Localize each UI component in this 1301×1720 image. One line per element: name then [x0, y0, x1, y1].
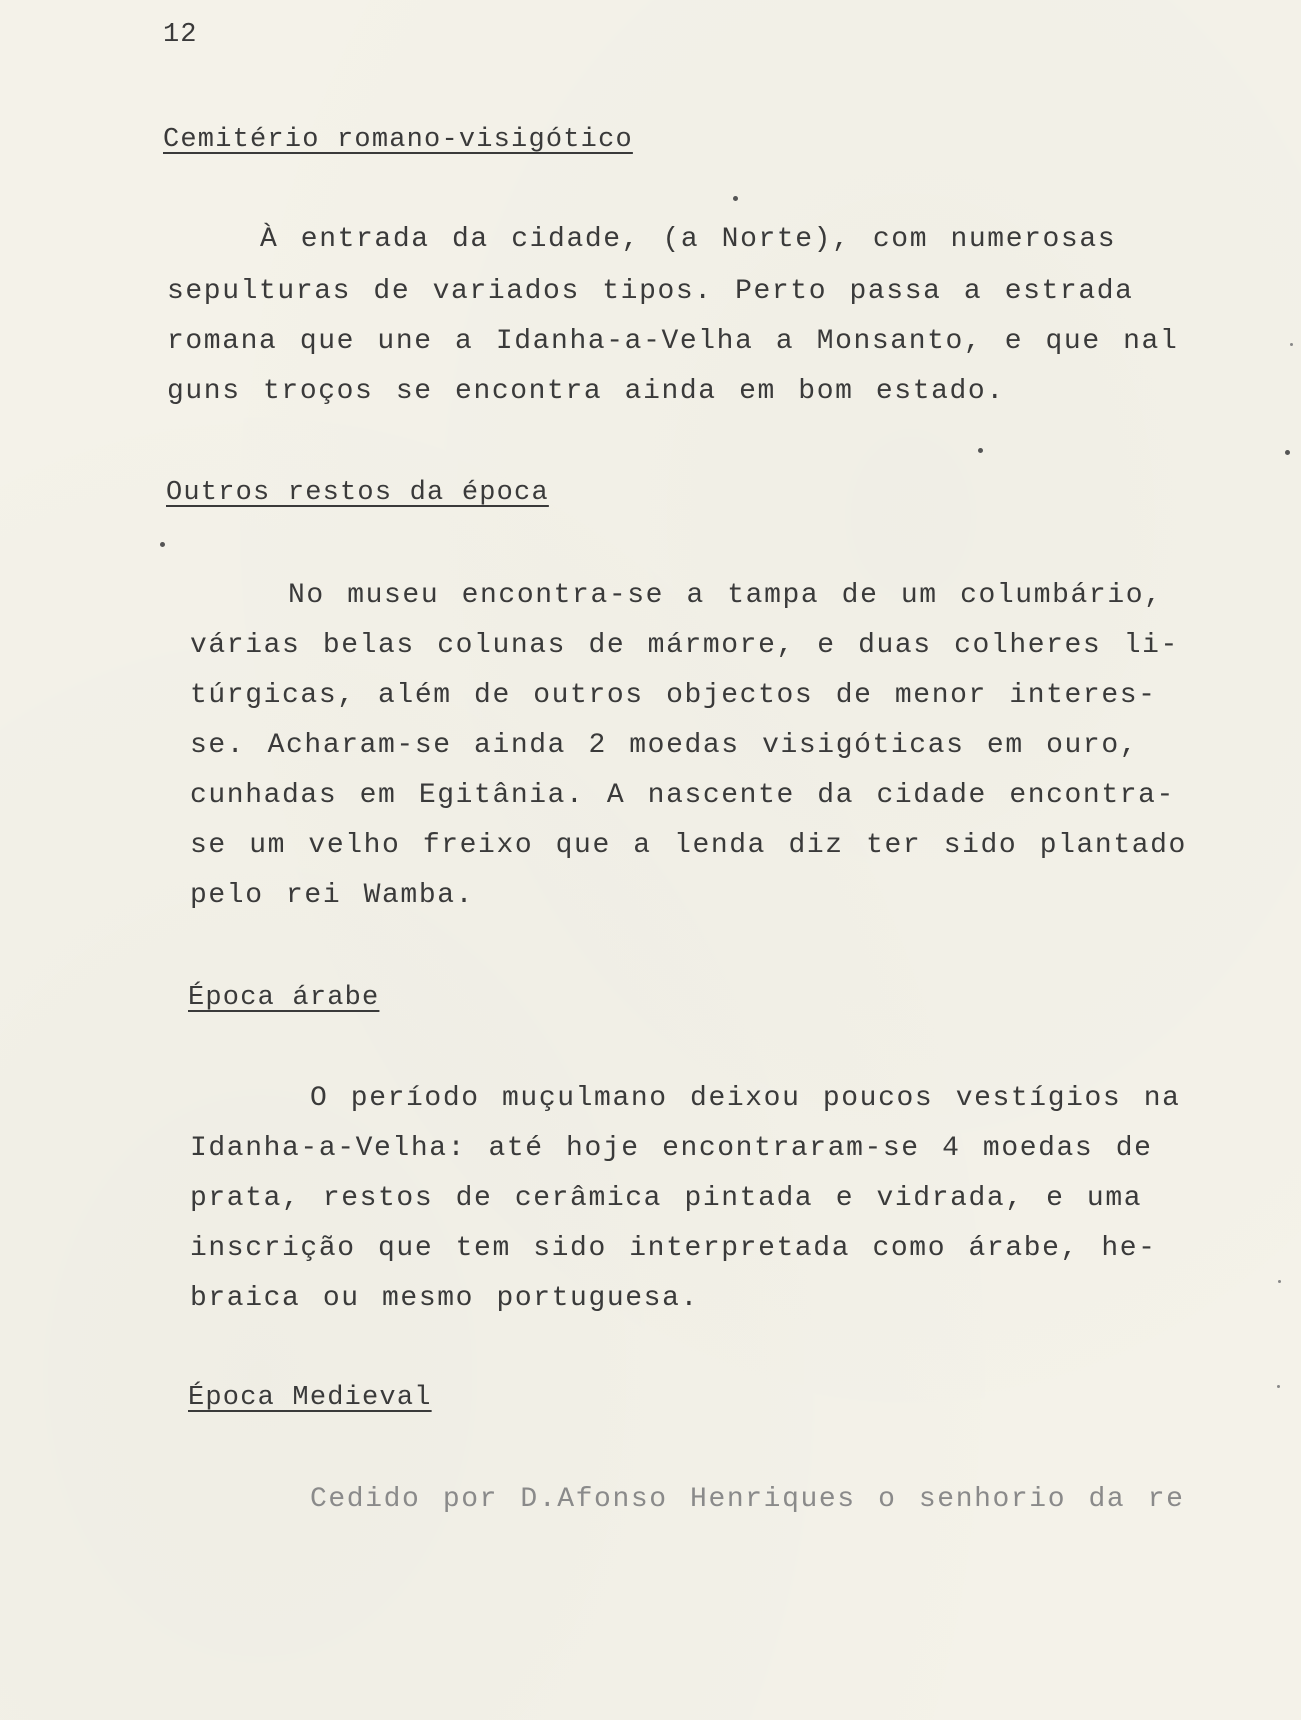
paragraph-line: pelo rei Wamba. [190, 880, 475, 911]
ink-speck [978, 448, 983, 453]
ink-speck [1285, 450, 1290, 455]
ink-speck [1290, 343, 1293, 346]
page-number: 12 [163, 20, 198, 50]
section-heading-cemiterio: Cemitério romano-visigótico [163, 125, 633, 155]
paragraph-line: se. Acharam-se ainda 2 moedas visigóticas em ouro, [190, 730, 1139, 761]
paragraph-line: Cedido por D.Afonso Henriques o senhorio da re [310, 1484, 1185, 1515]
paragraph-line: romana que une a Idanha-a-Velha a Monsanto, e que nal [167, 326, 1179, 357]
paragraph-line: braica ou mesmo portuguesa. [190, 1283, 699, 1314]
paragraph-line: túrgicas, além de outros objectos de menor interes- [190, 680, 1157, 711]
paragraph-line: prata, restos de cerâmica pintada e vidrada, e uma [190, 1183, 1143, 1214]
ink-speck [1277, 1385, 1280, 1388]
paragraph-line: inscrição que tem sido interpretada como árabe, he- [190, 1233, 1157, 1264]
paragraph-line: O período muçulmano deixou poucos vestígios na [310, 1083, 1181, 1114]
section-heading-epoca-arabe: Época árabe [188, 983, 380, 1013]
paragraph-line: cunhadas em Egitânia. A nascente da cidade encontra- [190, 780, 1175, 811]
paragraph-line: À entrada da cidade, (a Norte), com numerosas [260, 224, 1117, 255]
paragraph-line: Idanha-a-Velha: até hoje encontraram-se 4 moedas de [190, 1133, 1153, 1164]
paragraph-line: se um velho freixo que a lenda diz ter sido plantado [190, 830, 1187, 861]
paragraph-line: guns troços se encontra ainda em bom estado. [167, 376, 1005, 407]
section-heading-epoca-medieval: Época Medieval [188, 1383, 432, 1413]
ink-speck [733, 196, 738, 201]
paragraph-line: No museu encontra-se a tampa de um columbário, [288, 580, 1163, 611]
paragraph-line: várias belas colunas de mármore, e duas colheres li- [190, 630, 1179, 661]
ink-speck [1278, 1280, 1281, 1283]
paragraph-line: sepulturas de variados tipos. Perto passa a estrada [167, 276, 1134, 307]
section-heading-outros-restos: Outros restos da época [166, 478, 549, 508]
ink-speck [160, 542, 165, 547]
